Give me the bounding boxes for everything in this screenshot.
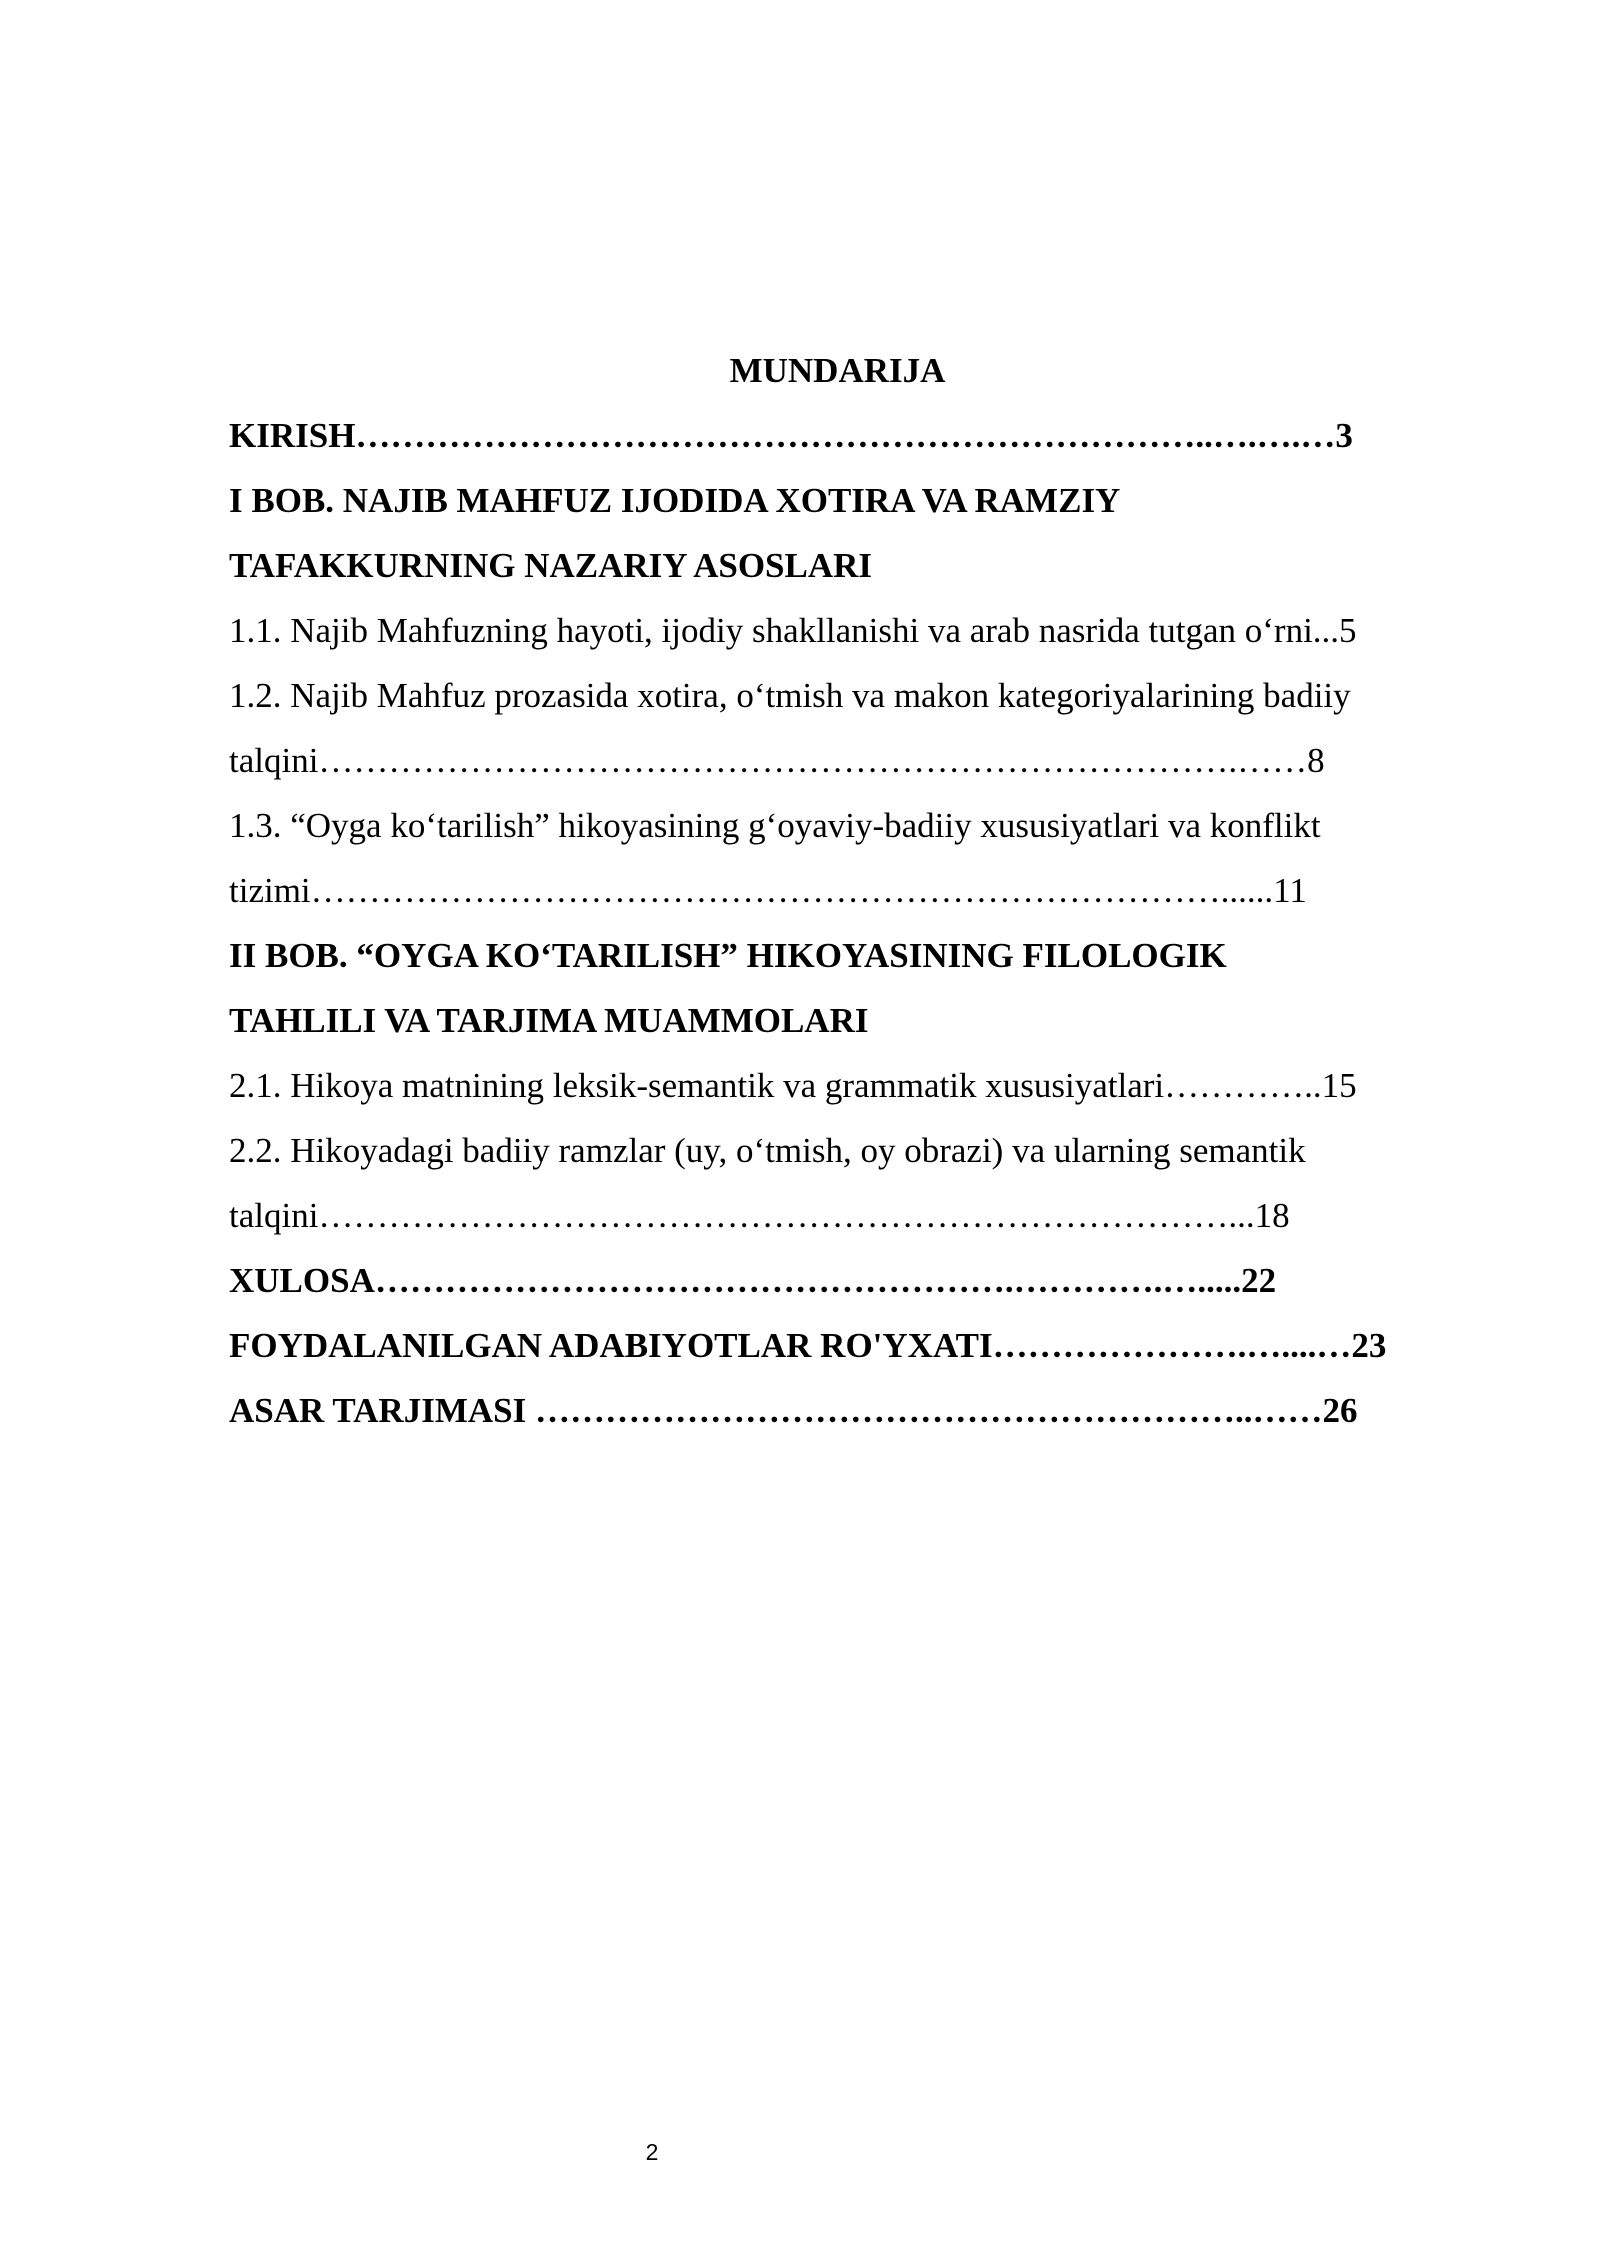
toc-title: MUNDARIJA bbox=[729, 351, 946, 390]
toc-entry-2-1: 2.1. Hikoya matnining leksik-semantik va grammatik xususiyatlari…………..15 bbox=[229, 1066, 1357, 1105]
toc-entry-1-2-line-2: talqini…………………………………………………………………….……8 bbox=[229, 741, 1325, 780]
page-number: 2 bbox=[645, 2139, 659, 2165]
toc-entry-xulosa: XULOSA……………………………………………….………….….....22 bbox=[229, 1261, 1277, 1300]
toc-chapter-1-line-1: I BOB. NAJIB MAHFUZ IJODIDA XOTIRA VA RAMZIY bbox=[229, 481, 1121, 520]
toc-chapter-1-line-2: TAFAKKURNING NAZARIY ASOSLARI bbox=[229, 546, 873, 585]
toc-entry-asar-tarjimasi: ASAR TARJIMASI ……………………………………………………..……26 bbox=[229, 1391, 1358, 1430]
toc-entry-kirish: KIRISH………………………………………………………………..….….…3 bbox=[229, 416, 1353, 455]
toc-entry-1-3-line-2: tizimi……………………………………………………………………......11 bbox=[229, 871, 1307, 910]
toc-entry-1-1: 1.1. Najib Mahfuzning hayoti, ijodiy shakllanishi va arab nasrida tutgan o‘rni...5 bbox=[229, 611, 1357, 650]
toc-chapter-2-line-2: TAHLILI VA TARJIMA MUAMMOLARI bbox=[229, 1001, 869, 1040]
toc-chapter-2-line-1: II BOB. “OYGA KO‘TARILISH” HIKOYASINING FILOLOGIK bbox=[229, 936, 1227, 975]
toc-entry-2-2-line-1: 2.2. Hikoyadagi badiiy ramzlar (uy, o‘tmish, oy obrazi) va ularning semantik bbox=[229, 1131, 1306, 1170]
toc-entry-1-3-line-1: 1.3. “Oyga ko‘tarilish” hikoyasining g‘oyaviy-badiiy xususiyatlari va konflikt bbox=[229, 806, 1321, 845]
toc-entry-2-2-line-2: talqini……………………………………………………………………...18 bbox=[229, 1196, 1290, 1235]
toc-entry-1-2-line-1: 1.2. Najib Mahfuz prozasida xotira, o‘tmish va makon kategoriyalarining badiiy bbox=[229, 676, 1351, 715]
toc-entry-adabiyotlar: FOYDALANILGAN ADABIYOTLAR RO'YXATI………………….…....…23 bbox=[229, 1326, 1387, 1365]
